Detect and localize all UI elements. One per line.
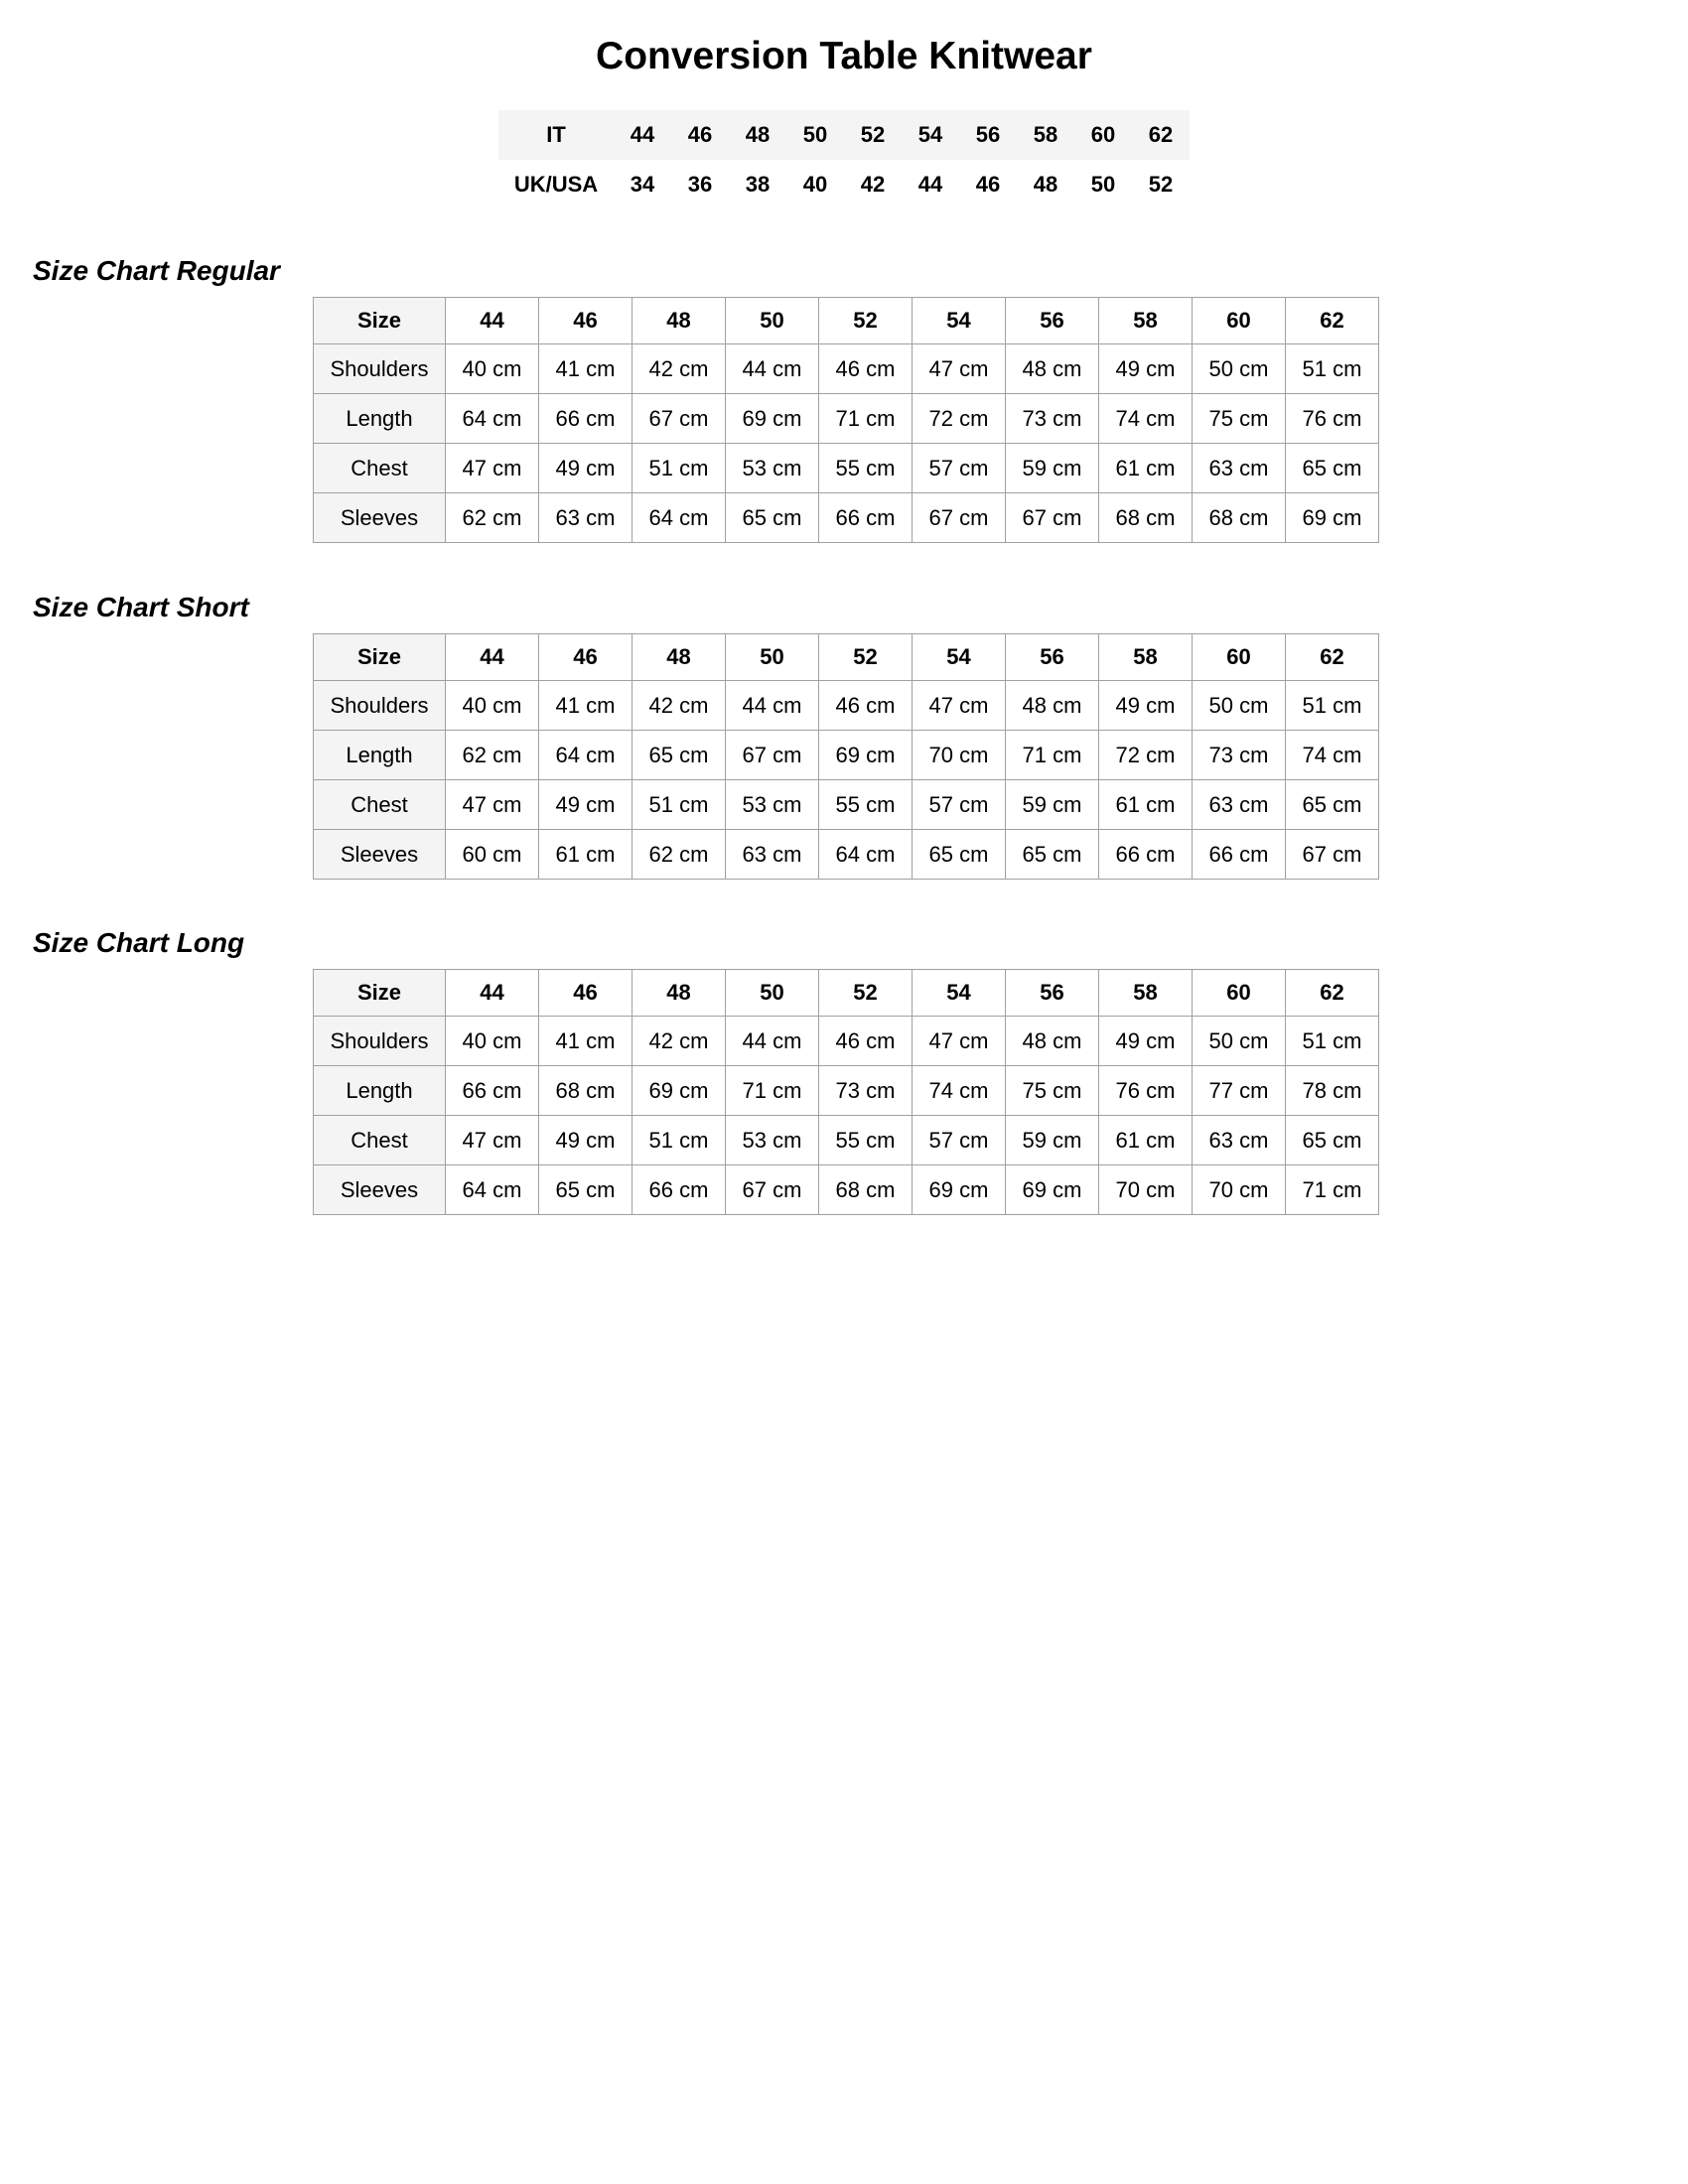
- table-cell: 67 cm: [1006, 493, 1099, 543]
- table-cell: 76 cm: [1286, 394, 1379, 444]
- size-chart-long-table: [313, 969, 1379, 1215]
- table-row: [314, 1066, 1379, 1116]
- table-cell: 65 cm: [1286, 780, 1379, 830]
- table-cell: 73 cm: [819, 1066, 913, 1116]
- table-cell: 62 cm: [446, 493, 539, 543]
- size-header-cell: 48: [633, 298, 726, 344]
- conversion-cell: 58: [1017, 110, 1074, 160]
- table-cell: 66 cm: [1099, 830, 1193, 880]
- table-cell: 65 cm: [633, 731, 726, 780]
- table-cell: 67 cm: [913, 493, 1006, 543]
- table-cell: 72 cm: [1099, 731, 1193, 780]
- table-cell: 62 cm: [446, 731, 539, 780]
- table-cell: 70 cm: [1193, 1165, 1286, 1215]
- table-cell: 65 cm: [1006, 830, 1099, 880]
- table-cell: 61 cm: [1099, 444, 1193, 493]
- row-label: Sleeves: [314, 1165, 446, 1215]
- table-cell: 67 cm: [1286, 830, 1379, 880]
- size-header-label: Size: [314, 634, 446, 681]
- table-row: [314, 780, 1379, 830]
- row-label: Chest: [314, 780, 446, 830]
- table-cell: 40 cm: [446, 344, 539, 394]
- table-cell: 51 cm: [633, 1116, 726, 1165]
- size-header-cell: 54: [913, 970, 1006, 1017]
- page-title: Conversion Table Knitwear: [596, 35, 1092, 77]
- table-cell: 49 cm: [1099, 681, 1193, 731]
- table-cell: 41 cm: [539, 681, 633, 731]
- size-header-cell: 48: [633, 634, 726, 681]
- table-cell: 66 cm: [539, 394, 633, 444]
- conversion-cell: 54: [902, 110, 959, 160]
- table-row: [314, 731, 1379, 780]
- table-cell: 66 cm: [1193, 830, 1286, 880]
- size-header-cell: 50: [726, 634, 819, 681]
- conversion-cell: 62: [1132, 110, 1190, 160]
- table-cell: 67 cm: [726, 731, 819, 780]
- table-cell: 47 cm: [446, 780, 539, 830]
- table-cell: 47 cm: [446, 1116, 539, 1165]
- size-header-cell: 52: [819, 634, 913, 681]
- table-cell: 63 cm: [1193, 780, 1286, 830]
- table-cell: 61 cm: [539, 830, 633, 880]
- size-header-cell: 44: [446, 970, 539, 1017]
- table-cell: 55 cm: [819, 780, 913, 830]
- table-row: [314, 830, 1379, 880]
- table-cell: 71 cm: [1006, 731, 1099, 780]
- conversion-cell: 48: [729, 110, 786, 160]
- size-header-row: [314, 970, 1379, 1017]
- size-header-row: [314, 634, 1379, 681]
- conversion-row-label: IT: [498, 110, 614, 160]
- table-row: [314, 1116, 1379, 1165]
- table-cell: 44 cm: [726, 681, 819, 731]
- table-cell: 49 cm: [539, 1116, 633, 1165]
- table-cell: 42 cm: [633, 681, 726, 731]
- table-cell: 50 cm: [1193, 1017, 1286, 1066]
- conversion-table: [498, 110, 1190, 209]
- size-header-label: Size: [314, 970, 446, 1017]
- conversion-row-it: [498, 110, 1190, 160]
- table-cell: 60 cm: [446, 830, 539, 880]
- table-cell: 40 cm: [446, 681, 539, 731]
- table-cell: 51 cm: [1286, 681, 1379, 731]
- table-cell: 70 cm: [1099, 1165, 1193, 1215]
- table-cell: 69 cm: [1286, 493, 1379, 543]
- row-label: Shoulders: [314, 681, 446, 731]
- size-header-cell: 62: [1286, 634, 1379, 681]
- size-header-cell: 58: [1099, 634, 1193, 681]
- table-cell: 65 cm: [913, 830, 1006, 880]
- table-cell: 74 cm: [1286, 731, 1379, 780]
- table-cell: 63 cm: [726, 830, 819, 880]
- table-cell: 48 cm: [1006, 344, 1099, 394]
- size-header-cell: 58: [1099, 298, 1193, 344]
- size-chart-regular-title: Size Chart Regular: [33, 255, 280, 286]
- size-header-cell: 60: [1193, 970, 1286, 1017]
- table-cell: 57 cm: [913, 1116, 1006, 1165]
- conversion-cell: 50: [786, 110, 844, 160]
- row-label: Length: [314, 1066, 446, 1116]
- table-cell: 69 cm: [726, 394, 819, 444]
- table-cell: 75 cm: [1006, 1066, 1099, 1116]
- table-cell: 46 cm: [819, 681, 913, 731]
- size-header-row: [314, 298, 1379, 344]
- conversion-cell: 44: [614, 110, 671, 160]
- row-label: Sleeves: [314, 830, 446, 880]
- table-cell: 51 cm: [1286, 1017, 1379, 1066]
- table-cell: 73 cm: [1193, 731, 1286, 780]
- table-cell: 46 cm: [819, 344, 913, 394]
- table-cell: 66 cm: [819, 493, 913, 543]
- table-cell: 59 cm: [1006, 1116, 1099, 1165]
- table-cell: 49 cm: [539, 444, 633, 493]
- table-row: [314, 444, 1379, 493]
- table-cell: 47 cm: [913, 1017, 1006, 1066]
- table-cell: 63 cm: [1193, 444, 1286, 493]
- table-cell: 71 cm: [819, 394, 913, 444]
- size-header-cell: 46: [539, 634, 633, 681]
- table-cell: 78 cm: [1286, 1066, 1379, 1116]
- table-cell: 65 cm: [539, 1165, 633, 1215]
- conversion-cell: 50: [1074, 160, 1132, 209]
- row-label: Length: [314, 731, 446, 780]
- size-header-cell: 56: [1006, 298, 1099, 344]
- table-cell: 59 cm: [1006, 444, 1099, 493]
- table-cell: 47 cm: [913, 681, 1006, 731]
- table-row: [314, 1165, 1379, 1215]
- table-cell: 64 cm: [633, 493, 726, 543]
- table-cell: 49 cm: [1099, 1017, 1193, 1066]
- size-header-cell: 46: [539, 970, 633, 1017]
- table-cell: 68 cm: [819, 1165, 913, 1215]
- table-cell: 66 cm: [446, 1066, 539, 1116]
- table-cell: 68 cm: [1193, 493, 1286, 543]
- table-cell: 70 cm: [913, 731, 1006, 780]
- table-cell: 71 cm: [1286, 1165, 1379, 1215]
- table-cell: 53 cm: [726, 1116, 819, 1165]
- conversion-cell: 60: [1074, 110, 1132, 160]
- table-cell: 55 cm: [819, 444, 913, 493]
- conversion-cell: 48: [1017, 160, 1074, 209]
- conversion-cell: 52: [1132, 160, 1190, 209]
- table-cell: 49 cm: [539, 780, 633, 830]
- size-header-cell: 44: [446, 634, 539, 681]
- table-cell: 69 cm: [1006, 1165, 1099, 1215]
- table-cell: 72 cm: [913, 394, 1006, 444]
- table-cell: 68 cm: [1099, 493, 1193, 543]
- table-row: [314, 681, 1379, 731]
- table-cell: 65 cm: [726, 493, 819, 543]
- table-cell: 46 cm: [819, 1017, 913, 1066]
- table-cell: 48 cm: [1006, 1017, 1099, 1066]
- table-cell: 51 cm: [633, 444, 726, 493]
- conversion-cell: 52: [844, 110, 902, 160]
- table-cell: 57 cm: [913, 444, 1006, 493]
- table-cell: 74 cm: [1099, 394, 1193, 444]
- table-cell: 76 cm: [1099, 1066, 1193, 1116]
- table-row: [314, 394, 1379, 444]
- table-cell: 57 cm: [913, 780, 1006, 830]
- table-cell: 49 cm: [1099, 344, 1193, 394]
- size-header-cell: 44: [446, 298, 539, 344]
- table-cell: 74 cm: [913, 1066, 1006, 1116]
- conversion-cell: 56: [959, 110, 1017, 160]
- table-cell: 42 cm: [633, 1017, 726, 1066]
- table-row: [314, 493, 1379, 543]
- table-cell: 62 cm: [633, 830, 726, 880]
- table-cell: 64 cm: [819, 830, 913, 880]
- size-chart-long-title: Size Chart Long: [33, 927, 245, 958]
- table-row: [314, 344, 1379, 394]
- table-cell: 61 cm: [1099, 1116, 1193, 1165]
- table-cell: 64 cm: [446, 394, 539, 444]
- conversion-cell: 46: [671, 110, 729, 160]
- table-cell: 51 cm: [1286, 344, 1379, 394]
- table-cell: 44 cm: [726, 1017, 819, 1066]
- table-cell: 65 cm: [1286, 444, 1379, 493]
- table-cell: 67 cm: [633, 394, 726, 444]
- conversion-cell: 38: [729, 160, 786, 209]
- row-label: Shoulders: [314, 344, 446, 394]
- size-header-cell: 50: [726, 970, 819, 1017]
- table-cell: 66 cm: [633, 1165, 726, 1215]
- table-cell: 47 cm: [913, 344, 1006, 394]
- row-label: Chest: [314, 1116, 446, 1165]
- table-cell: 68 cm: [539, 1066, 633, 1116]
- table-cell: 69 cm: [819, 731, 913, 780]
- size-header-cell: 48: [633, 970, 726, 1017]
- table-cell: 65 cm: [1286, 1116, 1379, 1165]
- conversion-row-uk-usa: [498, 160, 1190, 209]
- size-header-cell: 60: [1193, 298, 1286, 344]
- table-cell: 77 cm: [1193, 1066, 1286, 1116]
- table-cell: 75 cm: [1193, 394, 1286, 444]
- table-cell: 55 cm: [819, 1116, 913, 1165]
- table-cell: 63 cm: [539, 493, 633, 543]
- table-cell: 63 cm: [1193, 1116, 1286, 1165]
- table-cell: 42 cm: [633, 344, 726, 394]
- row-label: Length: [314, 394, 446, 444]
- table-cell: 44 cm: [726, 344, 819, 394]
- table-cell: 67 cm: [726, 1165, 819, 1215]
- table-cell: 53 cm: [726, 780, 819, 830]
- table-cell: 69 cm: [913, 1165, 1006, 1215]
- table-cell: 69 cm: [633, 1066, 726, 1116]
- size-header-cell: 58: [1099, 970, 1193, 1017]
- table-cell: 71 cm: [726, 1066, 819, 1116]
- table-cell: 50 cm: [1193, 344, 1286, 394]
- size-header-cell: 54: [913, 298, 1006, 344]
- table-cell: 47 cm: [446, 444, 539, 493]
- size-header-cell: 62: [1286, 298, 1379, 344]
- table-cell: 41 cm: [539, 344, 633, 394]
- size-chart-short-title: Size Chart Short: [33, 592, 249, 622]
- row-label: Sleeves: [314, 493, 446, 543]
- table-row: [314, 1017, 1379, 1066]
- table-cell: 41 cm: [539, 1017, 633, 1066]
- table-cell: 40 cm: [446, 1017, 539, 1066]
- conversion-cell: 42: [844, 160, 902, 209]
- size-header-cell: 60: [1193, 634, 1286, 681]
- size-header-cell: 50: [726, 298, 819, 344]
- row-label: Shoulders: [314, 1017, 446, 1066]
- size-header-cell: 52: [819, 298, 913, 344]
- size-header-cell: 56: [1006, 970, 1099, 1017]
- size-header-cell: 54: [913, 634, 1006, 681]
- table-cell: 61 cm: [1099, 780, 1193, 830]
- table-cell: 51 cm: [633, 780, 726, 830]
- size-header-cell: 56: [1006, 634, 1099, 681]
- conversion-row-label: UK/USA: [498, 160, 614, 209]
- table-cell: 73 cm: [1006, 394, 1099, 444]
- conversion-cell: 46: [959, 160, 1017, 209]
- size-header-cell: 62: [1286, 970, 1379, 1017]
- table-cell: 64 cm: [446, 1165, 539, 1215]
- size-chart-short-table: [313, 633, 1379, 880]
- conversion-cell: 36: [671, 160, 729, 209]
- conversion-cell: 34: [614, 160, 671, 209]
- table-cell: 59 cm: [1006, 780, 1099, 830]
- size-header-cell: 52: [819, 970, 913, 1017]
- row-label: Chest: [314, 444, 446, 493]
- size-header-cell: 46: [539, 298, 633, 344]
- conversion-cell: 44: [902, 160, 959, 209]
- conversion-cell: 40: [786, 160, 844, 209]
- table-cell: 53 cm: [726, 444, 819, 493]
- size-header-label: Size: [314, 298, 446, 344]
- table-cell: 48 cm: [1006, 681, 1099, 731]
- size-chart-regular-table: [313, 297, 1379, 543]
- table-cell: 50 cm: [1193, 681, 1286, 731]
- table-cell: 64 cm: [539, 731, 633, 780]
